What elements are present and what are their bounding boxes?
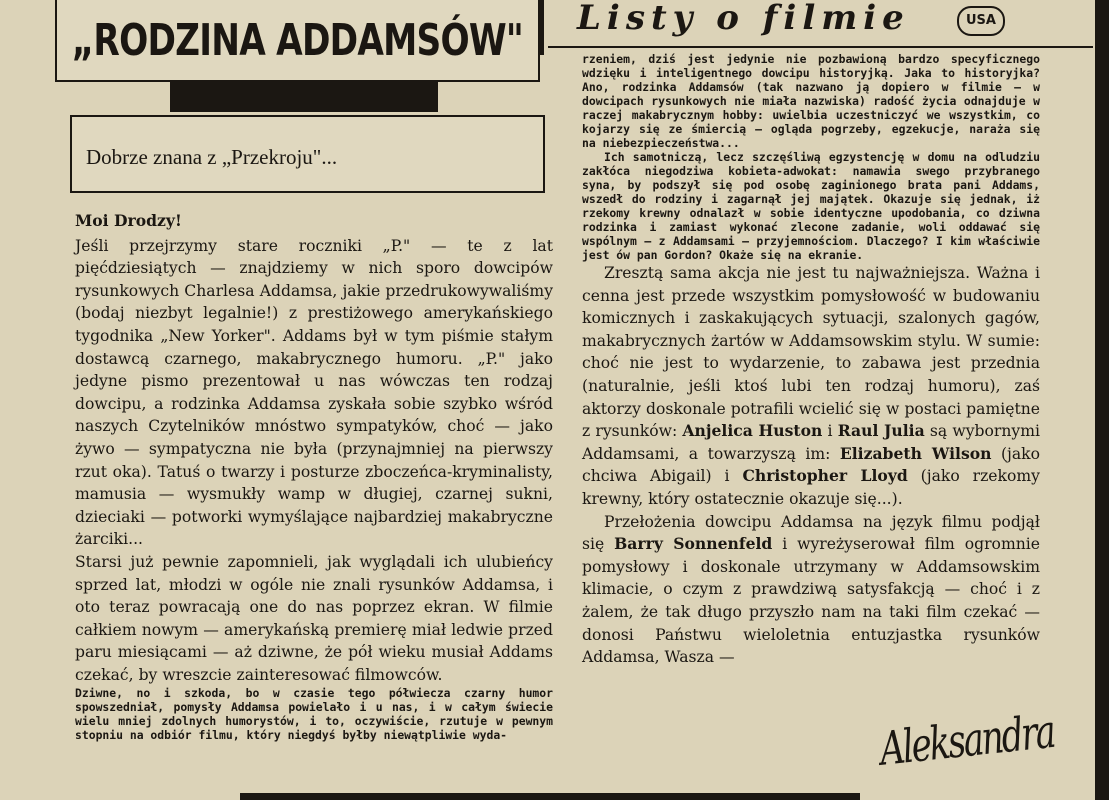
greeting: Moi Drodzy!	[75, 211, 182, 230]
headline-title: „RODZINA ADDAMSÓW"	[71, 14, 524, 66]
right-column	[582, 52, 1040, 669]
section-header	[545, 0, 1090, 48]
actor-name: Elizabeth Wilson	[839, 443, 992, 463]
decorative-divider	[540, 0, 544, 55]
paragraph-3-small: Dziwne, no i szkoda, bo w czasie tego półwiecza czarny humor spowszedniał, pomysły Addamsa powielało i u nas, i w całym świecie wielu mniej zdolnych humorystów, i to, oczywiście, rzutuje w pewnym stopniu na odbiór filmu, który niegdyś byłby niewątpliwie wyda-	[75, 686, 553, 743]
subtitle-box	[70, 115, 545, 193]
headline-box	[55, 0, 540, 82]
actor-name: Anjelica Huston	[682, 421, 823, 441]
section-rule	[548, 46, 1093, 48]
bottom-rule	[240, 793, 860, 800]
cast-text-2: są wybornymi Addamsami, a towarzyszą im:	[582, 422, 1040, 463]
actor-name: Christopher Lloyd	[742, 466, 908, 486]
paragraph-director	[582, 511, 1040, 669]
subtitle-text: Dobrze znana z „Przekroju"...	[86, 145, 338, 169]
director-text-2: i wyreżyserował film ogromnie pomysłowy i doskonale utrzymany w Addamsowskim klimacie, o czym z prawdziwą satysfakcją — choć i z żalem, że tak długo przyszło nam na taki film czekać — donosi Państwu wieloletnia entuzjastka rysunków Addamsa, Wasza —	[582, 535, 1040, 667]
author-signature: Aleksandra	[877, 703, 1057, 776]
paragraph-2: Starsi już pewnie zapomnieli, jak wyglądali ich ulubieńcy sprzed lat, młodzi w ogóle nie znali rysunków Addamsa, i oto teraz powracają one do nas poprzez ekran. W filmie całkiem nowym — amerykańską premierę miał ledwie przed paru miesiącami — aż dziwne, że pół wieku musiał Addams czekać, by wreszcie zainteresować filmowców.	[75, 552, 553, 684]
country-badge: USA	[957, 6, 1005, 36]
director-text-1: Przełożenia dowcipu Addamsa na język filmu podjął się	[582, 512, 1040, 554]
paragraph-1: Jeśli przejrzymy stare roczniki „P." — te z lat pięćdziesiątych — znajdziemy w nich sporo dowcipów rysunkowych Charlesa Addamsa, jakie przedrukowywaliśmy (bodaj niezbyt legalnie!) z prestiżowego amerykańskiego tygodnika „New Yorker". Addams był w tym piśmie stałym dostawcą czarnego, makabrycznego humoru. „P." jako jedyne pismo prezentował u nas wówczas ten rodzaj dowcipu, a rodzinka Addamsa zyskała sobie szybko wśród naszych Czytelników mnóstwo sympatyków, choć — jako żywo — sympatyczna nie była (przynajmniej na pierwszy rzut oka). Tatuś o twarzy i posturze zboczeńca-kryminalisty, mamusia — wysmukły wamp w długiej, czarnej sukni, dzieciaki — potworki wymyślające najbardziej makabryczne żarciki...	[75, 236, 553, 549]
paragraph-cast	[582, 262, 1040, 511]
section-title: Listy o filmie	[577, 0, 910, 38]
decorative-bar	[170, 82, 438, 112]
actor-name: Raul Julia	[837, 421, 925, 441]
cast-text-3: (jako chciwa Abigail) i	[582, 444, 1040, 486]
left-column	[75, 210, 553, 742]
director-name: Barry Sonnenfeld	[614, 534, 773, 554]
small-paragraph-2: Ich samotniczą, lecz szczęśliwą egzystencję w domu na odludziu zakłóca niegodziwa kobieta-adwokat: namawia swego przybranego syna, by podszył się pod osobę zaginionego brata pani Addams, wszedł do rodziny i zagarnął jej majątek. Okazuje się jednak, iż rzekomy krewny odnalazł w sobie identyczne upodobania, co dziwna rodzinka i zamiast wykonać zlecone zadanie, woli oddawać się wspólnym — z Addamsami — przyjemnościom. Dlaczego? I kim właściwie jest ów pan Gordon? Okaże się na ekranie.	[582, 150, 1040, 262]
cast-text-4: (jako rzekomy krewny, który ostatecznie okazuje się...).	[582, 467, 1040, 508]
page-edge	[1095, 0, 1109, 800]
connector: i	[822, 422, 838, 441]
cast-text-1: Zresztą sama akcja nie jest tu najważniejsza. Ważna i cenna jest przede wszystkim pomysłowość w budowaniu komicznych i zaskakujących sytuacji, szalonych gagów, makabrycznych żartów w Addamsowskim stylu. W sumie: choć nie jest to wydarzenie, to zabawa jest przednia (naturalnie, jeśli ktoś lubi ten rodzaj humoru), zaś aktorzy doskonale potrafili wcielić się w postaci pamiętne z rysunków:	[582, 264, 1040, 441]
small-paragraph-1: rzeniem, dziś jest jedynie nie pozbawioną bardzo specyficznego wdzięku i inteligentnego dowcipu historyjką. Jaka to historyjka? Ano, rodzinka Addamsów (tak nazwano ją dopiero w filmie — w dowcipach rysunkowych nie miała nazwiska) radość życia odnajduje w raczej makabrycznym hobby: uwielbia uczestniczyć we wszystkim, co kojarzy się ze śmiercią — ogląda pogrzeby, egzekucje, naraża się na niebezpieczeństwa...	[582, 52, 1040, 150]
